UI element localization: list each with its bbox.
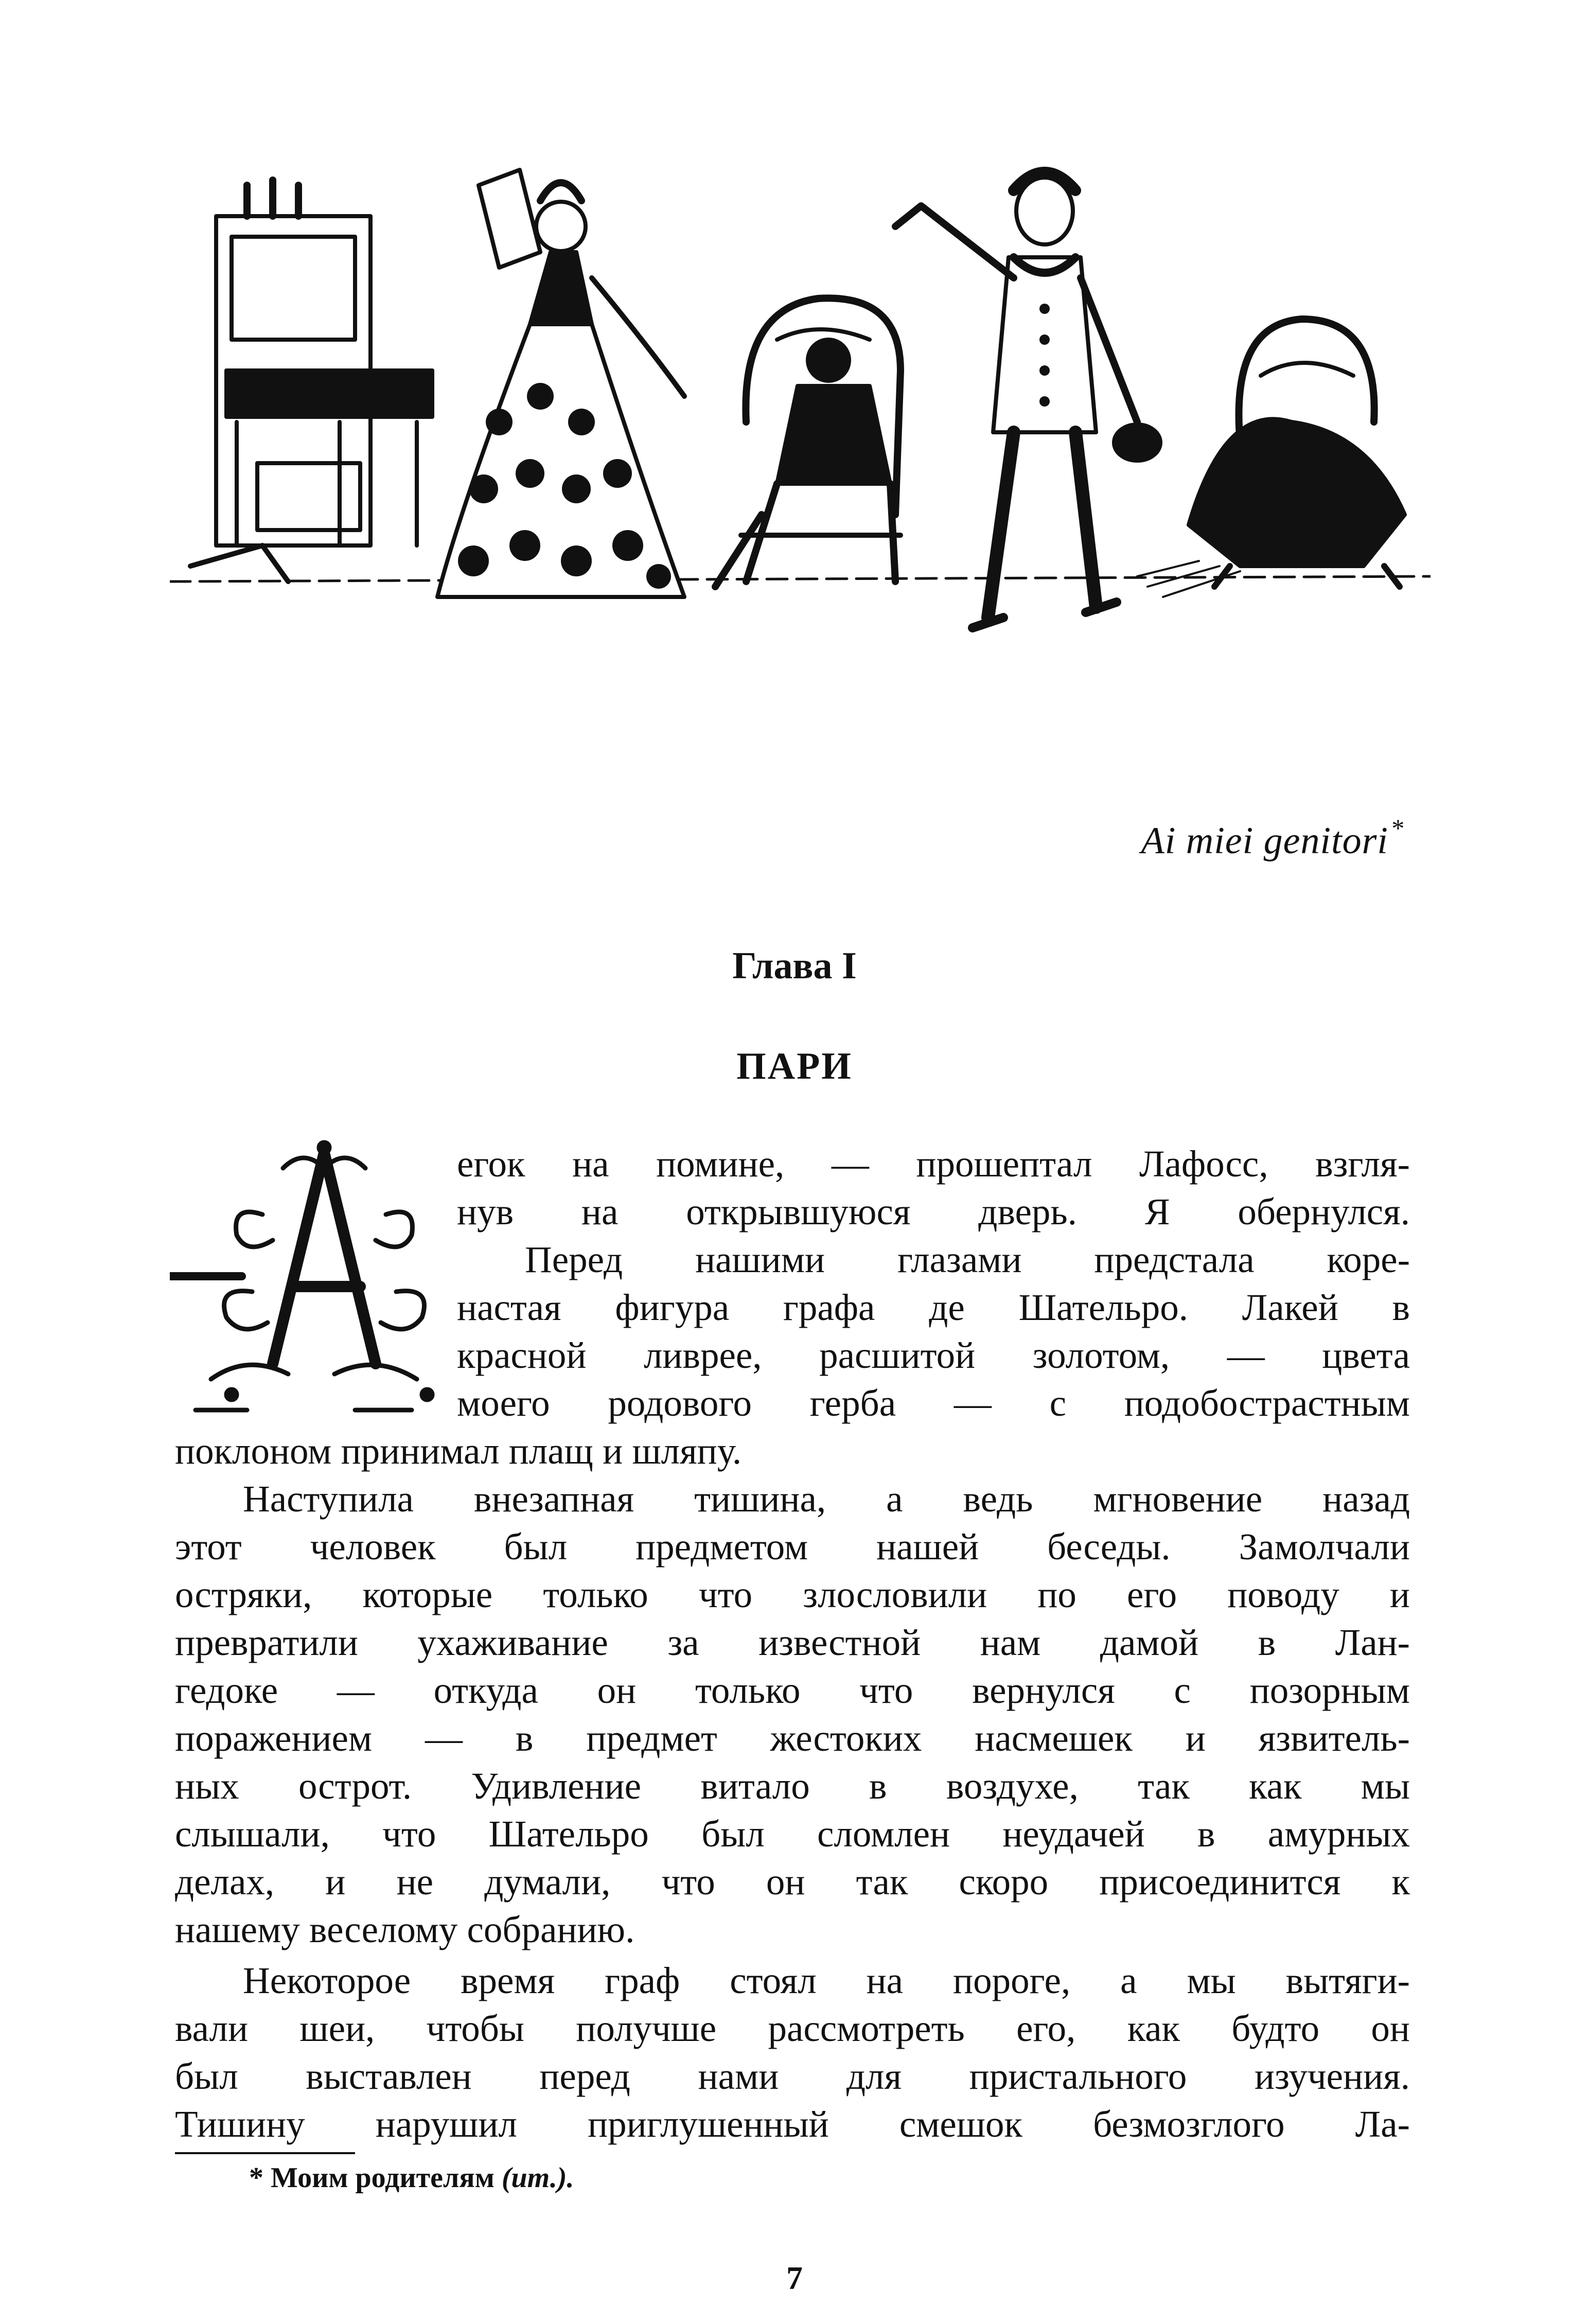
ornamental-drop-cap [170, 1137, 455, 1425]
footnote-language-note: (ит.). [501, 2162, 574, 2194]
footnote-mark: * [249, 2162, 263, 2194]
text-line: настая фигура графа де Шательро. Лакей в [457, 1287, 1410, 1328]
text-line: остряки, которые только что злословили по его поводу и [175, 1574, 1410, 1615]
text-line: Некоторое время граф стоял на пороге, а мы вытяги- [243, 1960, 1410, 2001]
dedication-footnote-mark: * [1390, 814, 1404, 842]
text-line: нув на открывшуюся дверь. Я обернулся. [457, 1191, 1410, 1233]
footnote-rule [175, 2152, 355, 2154]
text-line: вали шеи, чтобы получше рассмотреть его, как будто он [175, 2008, 1410, 2049]
armchair-figure [715, 298, 901, 587]
text-line: Наступила внезапная тишина, а ведь мгновение назад [243, 1478, 1410, 1520]
page-number: 7 [786, 2260, 803, 2296]
text-line: нашему веселому собранию. [175, 1909, 635, 1950]
text-line: моего родового герба — с подобострастным [457, 1382, 1410, 1424]
chapter-label: Глава I [732, 945, 857, 987]
text-line: гедоке — откуда он только что вернулся с позорным [175, 1669, 1410, 1711]
text-line: превратили ухаживание за известной нам дамой в Лан- [175, 1622, 1410, 1663]
cabinet-figure [190, 180, 432, 582]
lady-figure [437, 170, 684, 597]
text-line: ных острот. Удивление витало в воздухе, так как мы [175, 1765, 1410, 1807]
dedication-text: Ai miei genitori [1141, 820, 1388, 862]
footnote [249, 2161, 574, 2194]
text-line: красной ливрее, расшитой золотом, — цвета [457, 1334, 1410, 1376]
text-line: поражением — в предмет жестоких насмешек и язвитель- [175, 1717, 1410, 1759]
text-line: Тишину нарушил приглушенный смешок безмозглого Ла- [175, 2103, 1410, 2145]
gentleman-figure [895, 172, 1160, 628]
chapter-illustration [170, 154, 1431, 695]
dedication [1141, 813, 1404, 863]
text-line: Перед нашими глазами предстала коре- [525, 1239, 1410, 1280]
text-line: этот человек был предметом нашей беседы. Замолчали [175, 1526, 1410, 1568]
text-line: егок на помине, — прошептал Лафосс, взгля- [457, 1143, 1410, 1185]
chapter-title: ПАРИ [736, 1045, 853, 1087]
text-line: поклоном принимал плащ и шляпу. [175, 1430, 742, 1472]
draped-chair-figure [1189, 319, 1405, 587]
text-line: был выставлен перед нами для пристального изучения. [175, 2055, 1410, 2097]
text-line: слышали, что Шательро был сломлен неудачей в амурных [175, 1813, 1410, 1855]
text-line: делах, и не думали, что он так скоро присоединится к [175, 1861, 1410, 1903]
footnote-text: Моим родителям [271, 2162, 495, 2194]
